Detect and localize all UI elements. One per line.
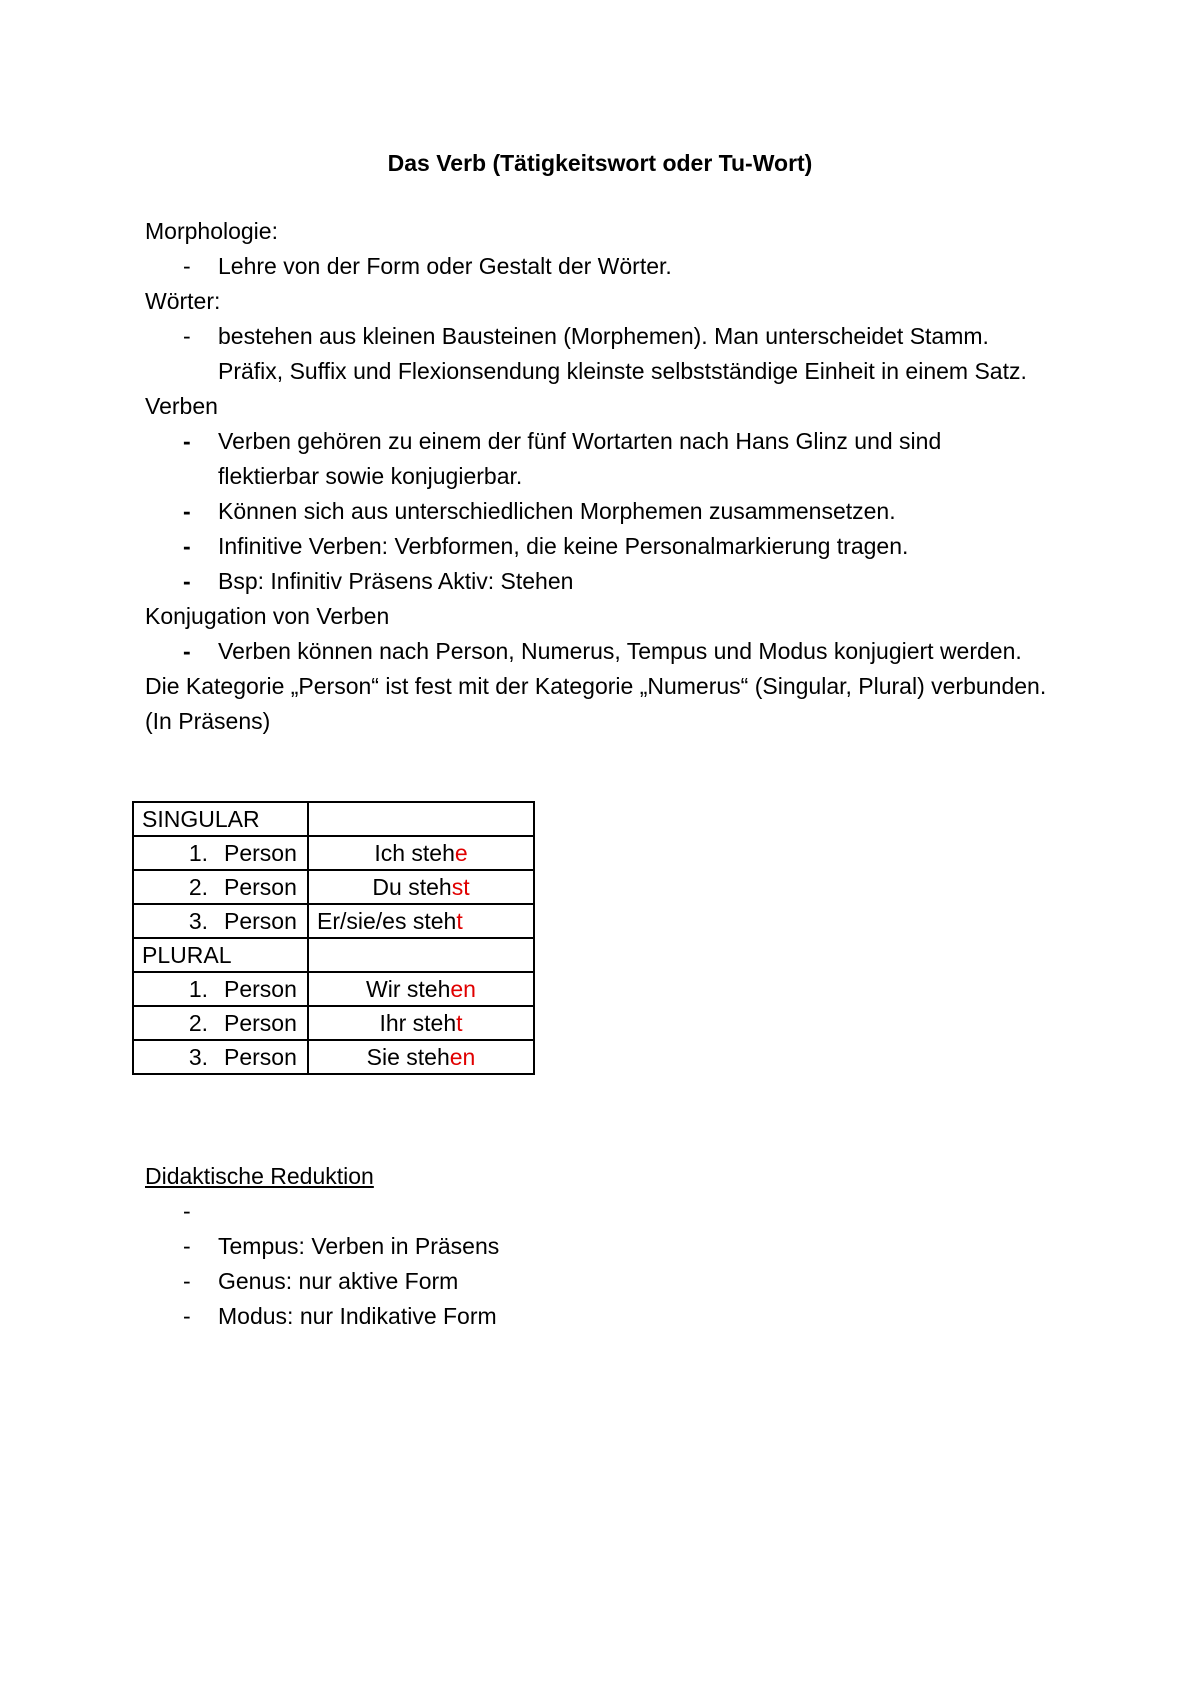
form-cell (308, 904, 534, 938)
person-cell (133, 870, 308, 904)
conjugation-table (132, 801, 535, 1075)
form-cell (308, 1006, 534, 1040)
person-label: Person (224, 1044, 297, 1070)
verb-stem: Wir steh (366, 976, 451, 1002)
list-item (145, 529, 1065, 564)
person-number: 2. (188, 874, 208, 900)
list-item-text: Lehre von der Form oder Gestalt der Wörter. (218, 253, 672, 279)
page-title: Das Verb (Tätigkeitswort oder Tu-Wort) (387, 150, 813, 176)
list-item (145, 1194, 1065, 1229)
verb-ending: st (451, 874, 470, 900)
dash-bullet: - (183, 1233, 191, 1259)
list-item-text: Verben können nach Person, Numerus, Tempus und Modus konjugiert werden. (218, 638, 1022, 664)
table-row (133, 870, 534, 904)
person-cell (133, 1006, 308, 1040)
verb-ending: en (449, 1044, 476, 1070)
list-item (145, 634, 1065, 669)
list-item (145, 1299, 1065, 1334)
dash-bullet: - (183, 533, 191, 559)
list-item (145, 1264, 1065, 1299)
didaktik-heading: Didaktische Reduktion (145, 1163, 374, 1189)
list-item (145, 1229, 1065, 1264)
person-number: 3. (188, 908, 208, 934)
dash-bullet: - (183, 638, 191, 664)
table-row (133, 1040, 534, 1074)
person-label: Person (224, 1010, 297, 1036)
verben-heading: Verben (145, 393, 218, 419)
list-item-text: Tempus: Verben in Präsens (218, 1233, 500, 1259)
person-cell (133, 972, 308, 1006)
verb-ending: e (454, 840, 468, 866)
list-item (145, 564, 1065, 599)
form-cell (308, 870, 534, 904)
table-row (133, 1006, 534, 1040)
empty-cell (308, 802, 534, 836)
person-label: Person (224, 840, 297, 866)
form-cell (308, 836, 534, 870)
person-label: Person (224, 976, 297, 1002)
person-cell (133, 836, 308, 870)
empty-cell (308, 938, 534, 972)
dash-bullet: - (183, 323, 191, 349)
verb-ending: t (456, 908, 463, 934)
kategorie-paragraph: Die Kategorie „Person“ ist fest mit der Kategorie „Numerus“ (Singular, Plural) verbunden. (In Präsens) (145, 673, 1047, 734)
person-number: 3. (188, 1044, 208, 1070)
list-item (145, 319, 1065, 389)
dash-bullet: - (183, 428, 191, 454)
person-number: 1. (188, 840, 208, 866)
table-row (133, 938, 534, 972)
form-cell (308, 1040, 534, 1074)
table-row (133, 972, 534, 1006)
list-item-text: Genus: nur aktive Form (218, 1268, 459, 1294)
form-cell (308, 972, 534, 1006)
table-row (133, 802, 534, 836)
list-item (145, 424, 1065, 494)
morphologie-section (145, 214, 1065, 739)
table-row (133, 836, 534, 870)
list-item-text: Modus: nur Indikative Form (218, 1303, 497, 1329)
person-number: 2. (188, 1010, 208, 1036)
dash-bullet: - (183, 1268, 191, 1294)
singular-label: SINGULAR (133, 802, 308, 836)
dash-bullet: - (183, 1303, 191, 1329)
list-item-text: Können sich aus unterschiedlichen Morphemen zusammensetzen. (218, 498, 896, 524)
plural-label: PLURAL (133, 938, 308, 972)
verb-stem: Du steh (372, 874, 452, 900)
list-item-text: Infinitive Verben: Verbformen, die keine Personalmarkierung tragen. (218, 533, 909, 559)
person-cell (133, 904, 308, 938)
dash-bullet: - (183, 1198, 191, 1224)
person-label: Person (224, 874, 297, 900)
list-item (145, 249, 1065, 284)
dash-bullet: - (183, 568, 191, 594)
verb-stem: Sie steh (366, 1044, 450, 1070)
woerter-heading: Wörter: (145, 288, 221, 314)
list-item-text: bestehen aus kleinen Bausteinen (Morphemen). Man unterscheidet Stamm. Präfix, Suffix und Flexionsendung kleinste selbstständige Einheit in einem Satz. (218, 323, 1027, 384)
person-number: 1. (188, 976, 208, 1002)
verb-ending: t (456, 1010, 463, 1036)
morphologie-heading: Morphologie: (145, 218, 278, 244)
verb-stem: Er/sie/es steh (317, 908, 457, 934)
list-item-text (218, 1194, 1065, 1229)
list-item-text: Bsp: Infinitiv Präsens Aktiv: Stehen (218, 568, 574, 594)
konjugation-heading: Konjugation von Verben (145, 603, 390, 629)
list-item (145, 494, 1065, 529)
table-row (133, 904, 534, 938)
verb-stem: Ich steh (374, 840, 455, 866)
verb-stem: Ihr steh (379, 1010, 457, 1036)
didaktik-section (145, 1159, 1065, 1334)
dash-bullet: - (183, 253, 191, 279)
verb-ending: en (450, 976, 476, 1002)
person-label: Person (224, 908, 297, 934)
dash-bullet: - (183, 498, 191, 524)
person-cell (133, 1040, 308, 1074)
list-item-text: Verben gehören zu einem der fünf Wortarten nach Hans Glinz und sind flektierbar sowie konjugierbar. (218, 428, 942, 489)
